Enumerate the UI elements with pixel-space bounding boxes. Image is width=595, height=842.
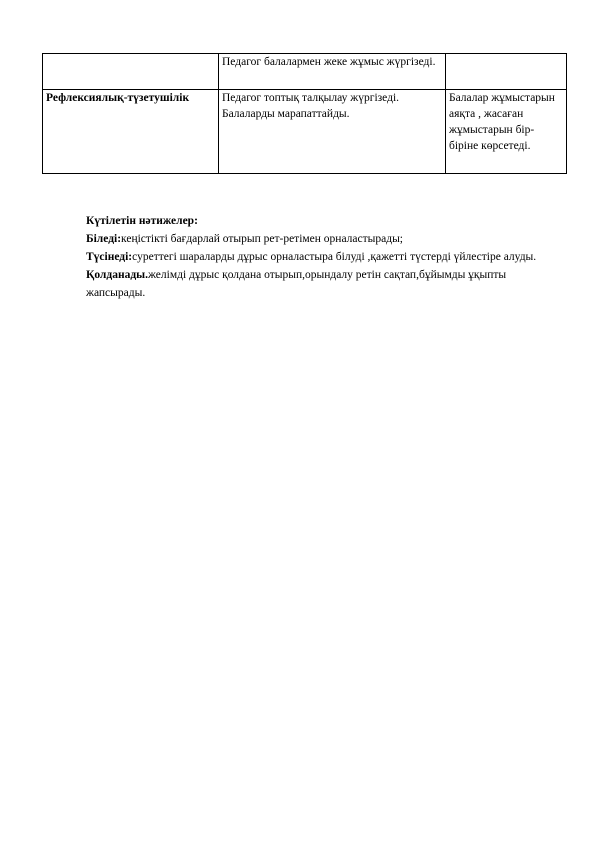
- expected-outcomes: [86, 212, 556, 302]
- outcome-label: Қолданады.: [86, 269, 149, 281]
- outcome-text: суреттегі шараларды дұрыс орналастыра білуді ,қажетті түстерді үйлестіре алуды.: [132, 251, 537, 263]
- outcome-item-knows: [86, 230, 556, 248]
- outcome-label: Түсінеді:: [86, 251, 133, 263]
- teacher-activity-cell: Педагог балалармен жеке жұмыс жүргізеді.: [219, 54, 446, 90]
- children-activity-cell: Балалар жұмыстарын аяқта , жасаған жұмыстарын бір-біріне көрсетеді.: [446, 90, 567, 174]
- stage-cell: [43, 54, 219, 90]
- children-activity-cell: [446, 54, 567, 90]
- outcome-text: желімді дұрыс қолдана отырып,орындалу ретін сақтап,бұйымды ұқыпты жапсырады.: [86, 269, 507, 299]
- outcome-item-applies: [86, 266, 556, 302]
- stage-cell: Рефлексиялық-түзетушілік: [43, 90, 219, 174]
- table-row: [43, 54, 567, 90]
- table-row: [43, 90, 567, 174]
- outcomes-heading: Күтілетін нәтижелер:: [86, 215, 198, 227]
- outcome-label: Біледі:: [86, 233, 122, 245]
- outcome-text: кеңістікті бағдарлай отырып рет-ретімен орналастырады;: [121, 233, 403, 245]
- outcome-item-understands: [86, 248, 556, 266]
- lesson-stage-table: [42, 53, 567, 174]
- teacher-activity-cell: Педагог топтық талқылау жүргізеді. Балаларды марапаттайды.: [219, 90, 446, 174]
